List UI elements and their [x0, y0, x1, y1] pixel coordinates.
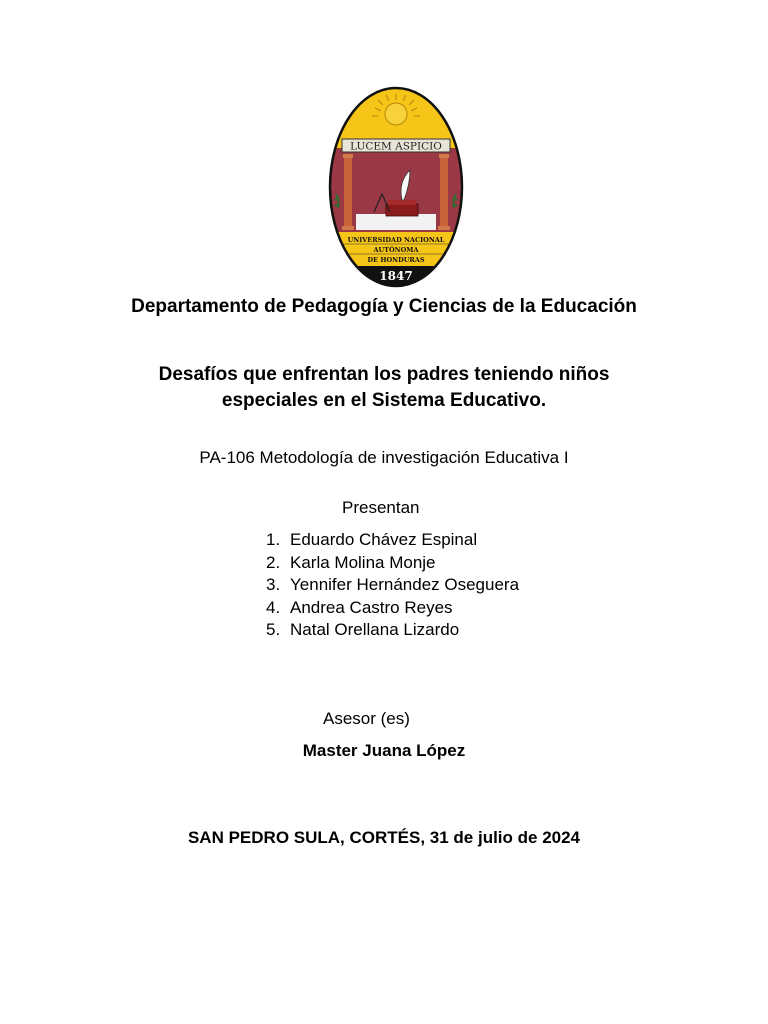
logo-motto: LUCEM ASPICIO: [350, 140, 442, 153]
course-name: PA-106 Metodología de investigación Educativa I: [199, 448, 569, 467]
university-seal-logo: [328, 86, 464, 288]
list-number: 3.: [266, 575, 281, 595]
presenter-name: Andrea Castro Reyes: [290, 597, 453, 617]
presenter-name: Eduardo Chávez Espinal: [290, 530, 478, 549]
logo-banner-line-3: DE HONDURAS: [367, 256, 425, 264]
title-line-2: especiales en el Sistema Educativo.: [221, 390, 547, 411]
presenter-name: Yennifer Hernández Oseguera: [290, 575, 520, 595]
title-line-1: Desafíos que enfrentan los padres teniendo niños: [158, 364, 610, 385]
logo-year: 1847: [379, 269, 413, 283]
logo-banner-line-2: AUTÓNOMA: [373, 246, 419, 254]
presenter-name: Natal Orellana Lizardo: [290, 620, 460, 640]
presenters-label: Presentan: [342, 498, 420, 517]
presenters-list: [266, 529, 519, 642]
list-item: [266, 552, 519, 575]
list-item: [266, 619, 519, 642]
list-number: 5.: [266, 620, 281, 640]
location-date: SAN PEDRO SULA, CORTÉS, 31 de julio de 2024: [187, 828, 581, 847]
list-item: [266, 529, 519, 552]
list-item: [266, 574, 519, 597]
logo-banner-line-1: UNIVERSIDAD NACIONAL: [347, 236, 445, 244]
advisor-label: Asesor (es): [323, 709, 410, 728]
advisor-name: Master Juana López: [302, 741, 466, 760]
document-title: [0, 362, 768, 414]
list-number: 4.: [266, 597, 281, 617]
department-heading: Departamento de Pedagogía y Ciencias de la Educación: [131, 296, 637, 317]
list-number: 1.: [266, 530, 281, 549]
list-item: [266, 597, 519, 620]
presenter-name: Karla Molina Monje: [290, 552, 436, 572]
list-number: 2.: [266, 552, 281, 572]
